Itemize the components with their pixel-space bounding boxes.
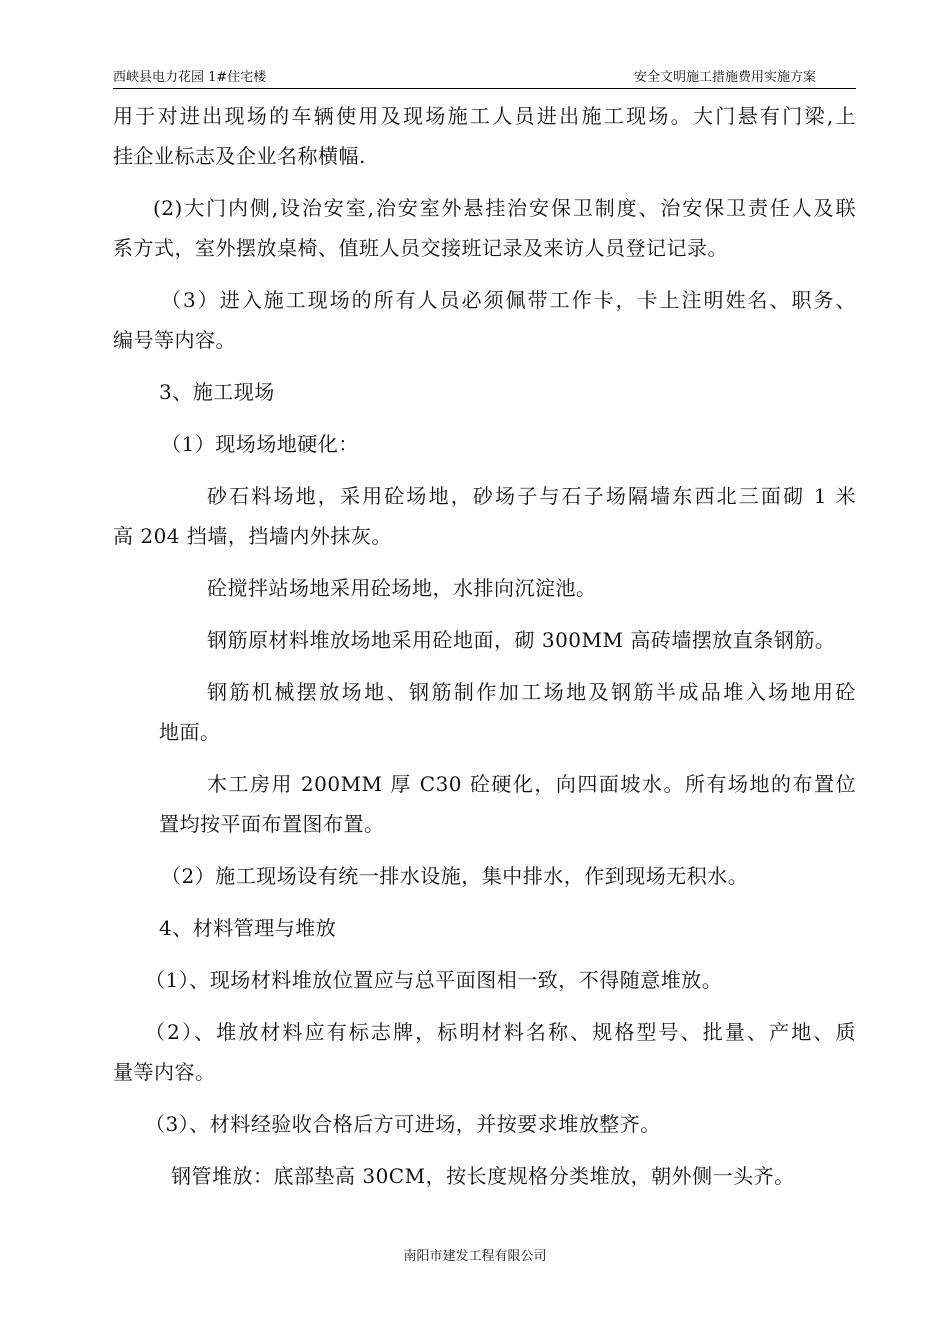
subsection-heading: （1）现场场地硬化：: [161, 432, 359, 456]
paragraph-line: 钢筋机械摆放场地、钢筋制作加工场地及钢筋半成品堆入场地用砼: [207, 680, 856, 704]
paragraph-line: 系方式，室外摆放桌椅、值班人员交接班记录及来访人员登记记录。: [113, 236, 728, 260]
paragraph-line: 用于对进出现场的车辆使用及现场施工人员进出施工现场。大门悬有门梁,上: [113, 104, 856, 128]
paragraph-line: （2）、堆放材料应有标志牌，标明材料名称、规格型号、批量、产地、质: [145, 1020, 856, 1044]
paragraph-line: 钢管堆放：底部垫高 30CM，按长度规格分类堆放，朝外侧一头齐。: [171, 1164, 795, 1188]
paragraph-line: （3）、材料经验收合格后方可进场，并按要求堆放整齐。: [145, 1112, 661, 1136]
section-heading: 4、材料管理与堆放: [159, 916, 337, 940]
paragraph-line: （3）进入施工现场的所有人员必须佩带工作卡，卡上注明姓名、职务、: [161, 288, 856, 312]
page-footer: [0, 1247, 950, 1267]
subsection-heading: （2）施工现场设有统一排水设施，集中排水，作到现场无积水。: [161, 864, 749, 888]
paragraph-line: 置均按平面布置图布置。: [159, 812, 385, 836]
header-document-title: 安全文明施工措施费用实施方案: [633, 70, 816, 85]
footer-company-name: 南阳市建发工程有限公司: [403, 1249, 547, 1264]
paragraph-line: 高 204 挡墙，挡墙内外抹灰。: [113, 524, 392, 548]
section-heading: 3、施工现场: [159, 380, 275, 404]
paragraph-line: 挂企业标志及企业名称横幅.: [113, 144, 366, 168]
paragraph-line: 砂石料场地，采用砼场地，砂场子与石子场隔墙东西北三面砌 1 米: [207, 484, 856, 508]
header-project-name: 西峡县电力花园 1#住宅楼: [113, 70, 267, 85]
paragraph-line: 量等内容。: [113, 1060, 216, 1084]
paragraph-line: 木工房用 200MM 厚 C30 砼硬化，向四面坡水。所有场地的布置位: [207, 772, 856, 796]
paragraph-line: （1）、现场材料堆放位置应与总平面图相一致，不得随意堆放。: [145, 968, 723, 992]
paragraph-line: 砼搅拌站场地采用砼场地，水排向沉淀池。: [207, 576, 597, 600]
paragraph-line: 地面。: [159, 720, 221, 744]
page-header: [113, 66, 856, 89]
paragraph-line: 钢筋原材料堆放场地采用砼地面，砌 300MM 高砖墙摆放直条钢筋。: [207, 628, 836, 652]
paragraph-line: 编号等内容。: [113, 328, 236, 352]
paragraph-line: (2)大门内侧,设治安室,治安室外悬挂治安保卫制度、治安保卫责任人及联: [153, 196, 856, 220]
document-body: [113, 96, 856, 1196]
